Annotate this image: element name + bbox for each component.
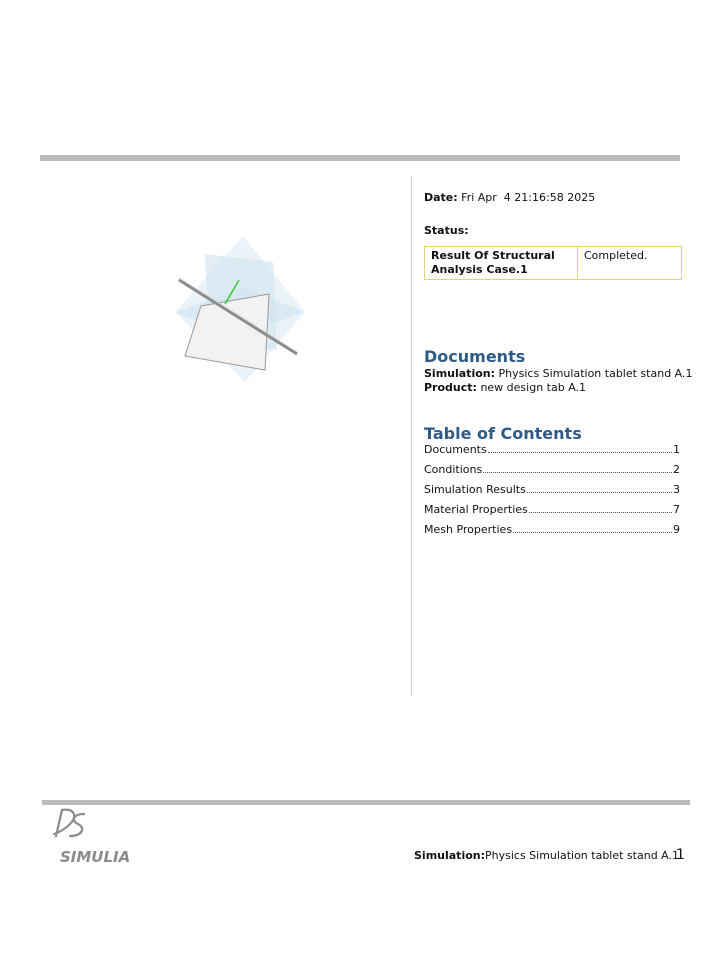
toc-leader <box>483 472 672 473</box>
toc-item-documents[interactable] <box>424 443 680 463</box>
documents-title: Documents <box>424 347 526 366</box>
status-table <box>424 246 682 280</box>
toc-item-simulation-results[interactable] <box>424 483 680 503</box>
product-label: Product: <box>424 381 477 394</box>
documents-simulation-line <box>424 367 693 381</box>
date-line <box>424 190 684 205</box>
simulation-value: Physics Simulation tablet stand A.1 <box>498 367 693 380</box>
status-line <box>424 223 684 238</box>
toc-item-page: 9 <box>673 523 680 536</box>
status-label: Status: <box>424 224 469 237</box>
toc-leader <box>529 512 672 513</box>
toc-item-label: Material Properties <box>424 503 528 516</box>
date-value: Fri Apr 4 21:16:58 2025 <box>461 191 596 204</box>
toc-leader <box>488 452 672 453</box>
toc-item-mesh-properties[interactable] <box>424 523 680 543</box>
documents-block <box>424 367 693 395</box>
table-row <box>425 247 682 280</box>
simulation-label: Simulation: <box>424 367 495 380</box>
simulia-logo <box>48 806 158 866</box>
toc-item-label: Conditions <box>424 463 483 476</box>
date-label: Date: <box>424 191 458 204</box>
product-value: new design tab A.1 <box>480 381 587 394</box>
toc-leader <box>513 532 672 533</box>
top-rule <box>40 155 680 161</box>
toc-item-page: 1 <box>673 443 680 456</box>
status-case-name: Result Of Structural Analysis Case.1 <box>425 247 578 280</box>
toc-item-label: Documents <box>424 443 487 456</box>
status-case-value: Completed. <box>578 247 682 280</box>
table-of-contents <box>424 443 680 543</box>
toc-leader <box>527 492 672 493</box>
toc-item-page: 7 <box>673 503 680 516</box>
page-number: 1 <box>676 847 685 863</box>
toc-item-label: Simulation Results <box>424 483 526 496</box>
toc-item-page: 2 <box>673 463 680 476</box>
svg-text:SIMULIA: SIMULIA <box>60 848 131 866</box>
toc-item-material-properties[interactable] <box>424 503 680 523</box>
toc-item-label: Mesh Properties <box>424 523 513 536</box>
bottom-rule <box>42 800 690 805</box>
documents-product-line <box>424 381 693 395</box>
toc-item-conditions[interactable] <box>424 463 680 483</box>
footer-simulation-label: Simulation: <box>414 849 485 862</box>
footer-simulation-value: Physics Simulation tablet stand A.1 <box>485 849 679 862</box>
toc-title: Table of Contents <box>424 424 582 443</box>
footer-simulation <box>414 849 679 862</box>
model-preview-image <box>165 232 315 392</box>
column-divider <box>411 176 412 696</box>
toc-item-page: 3 <box>673 483 680 496</box>
